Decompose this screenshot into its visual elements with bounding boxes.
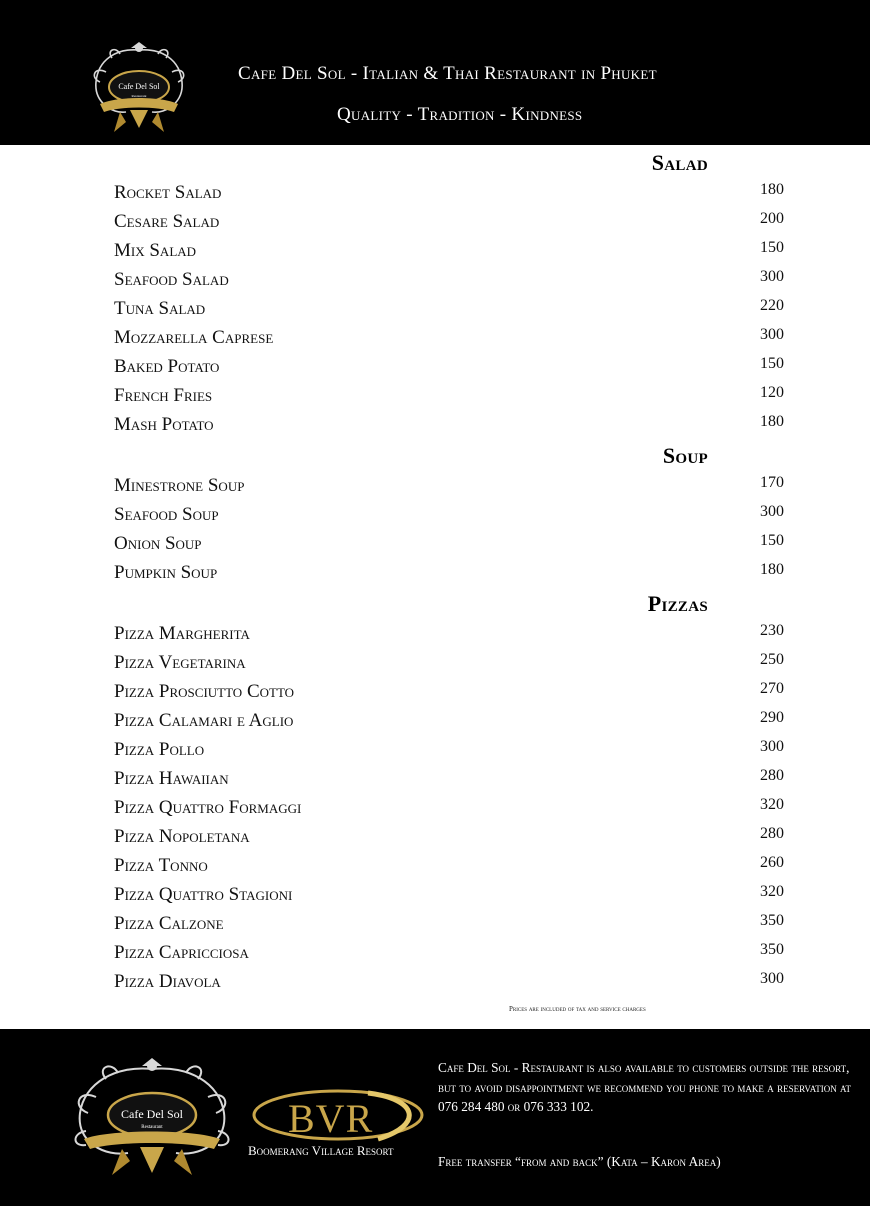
bvr-logo [248,1085,428,1165]
menu-item [114,652,784,678]
item-price: 170 [760,474,784,491]
cafe-del-sol-logo-icon [86,42,192,134]
item-price: 320 [760,796,784,813]
item-name: Pizza Quattro Stagioni [114,884,293,905]
item-name: Pizza Quattro Formaggi [114,797,302,818]
bvr-letters: BVR [288,1096,374,1141]
item-name: Pizza Nopoletana [114,826,250,847]
item-name: Minestrone Soup [114,475,245,496]
prices-note: Prices are included of tax and service charges [509,1005,646,1013]
item-price: 320 [760,883,784,900]
item-name: Mozzarella Caprese [114,327,274,348]
item-price: 180 [760,181,784,198]
footer-transfer-text: Free transfer “from and back” (Kata – Karon Area) [438,1154,721,1169]
bvr-name: Boomerang Village Resort [248,1143,394,1158]
menu-item [114,623,784,649]
footer-reservation-text: Cafe Del Sol - Restaurant is also available to customers outside the resort, but to avoid disappointment we recommend you phone to make a reservation at 076 284 480 or 076 333 102. [438,1060,852,1114]
menu-item [114,182,784,208]
menu-item [114,475,784,501]
item-price: 350 [760,941,784,958]
menu-item [114,884,784,910]
item-name: Mash Potato [114,414,214,435]
menu-item [114,269,784,295]
menu-item [114,298,784,324]
menu-item [114,504,784,530]
item-name: Tuna Salad [114,298,206,319]
item-price: 150 [760,239,784,256]
item-name: Pizza Tonno [114,855,208,876]
menu-item [114,739,784,765]
item-name: Rocket Salad [114,182,222,203]
item-price: 120 [760,384,784,401]
item-name: Cesare Salad [114,211,220,232]
item-name: Seafood Soup [114,504,219,525]
item-price: 150 [760,532,784,549]
item-name: Pizza Hawaiian [114,768,229,789]
cafe-del-sol-logo-icon [66,1057,238,1177]
item-price: 300 [760,970,784,987]
menu-item [114,240,784,266]
item-name: Pizza Calamari e Aglio [114,710,294,731]
footer-banner [0,1029,870,1206]
menu-item [114,327,784,353]
item-price: 220 [760,297,784,314]
item-price: 230 [760,622,784,639]
item-price: 270 [760,680,784,697]
section-title-soup: Soup [662,443,708,468]
item-price: 290 [760,709,784,726]
item-name: Pizza Margherita [114,623,250,644]
menu-item [114,855,784,881]
item-price: 280 [760,767,784,784]
restaurant-title: Cafe Del Sol - Italian & Thai Restaurant in Phuket [238,63,657,84]
menu-item [114,211,784,237]
section-title-salad: Salad [651,150,708,175]
item-name: Pizza Vegetarina [114,652,246,673]
header-banner [0,0,870,145]
item-price: 150 [760,355,784,372]
item-name: Seafood Salad [114,269,229,290]
restaurant-tagline: Quality - Tradition - Kindness [337,104,583,125]
menu-item [114,913,784,939]
item-name: Pizza Prosciutto Cotto [114,681,295,702]
logo-text: Cafe Del Sol [118,82,160,91]
menu-item [114,710,784,736]
menu-item [114,768,784,794]
item-name: Onion Soup [114,533,202,554]
item-name: Pumpkin Soup [114,562,218,583]
item-price: 250 [760,651,784,668]
item-name: Baked Potato [114,356,220,377]
item-price: 180 [760,413,784,430]
item-price: 260 [760,854,784,871]
item-price: 300 [760,738,784,755]
item-price: 300 [760,326,784,343]
item-name: Pizza Diavola [114,971,221,992]
menu-item [114,826,784,852]
menu-item [114,562,784,588]
logo-text: Cafe Del Sol [121,1107,183,1121]
menu-item [114,356,784,382]
menu-item [114,797,784,823]
menu-item [114,971,784,997]
section-title-pizzas: Pizzas [647,591,708,616]
item-price: 180 [760,561,784,578]
item-name: Pizza Pollo [114,739,205,760]
item-name: Mix Salad [114,240,197,261]
menu-item [114,533,784,559]
item-price: 300 [760,503,784,520]
item-price: 280 [760,825,784,842]
item-price: 300 [760,268,784,285]
item-name: Pizza Capricciosa [114,942,249,963]
item-name: French Fries [114,385,213,406]
item-price: 200 [760,210,784,227]
item-price: 350 [760,912,784,929]
menu-item [114,942,784,968]
menu-item [114,681,784,707]
logo-subtext: Restaurant [131,94,147,98]
menu-item [114,414,784,440]
item-name: Pizza Calzone [114,913,224,934]
menu-item [114,385,784,411]
logo-subtext: Restaurant [141,1125,163,1130]
